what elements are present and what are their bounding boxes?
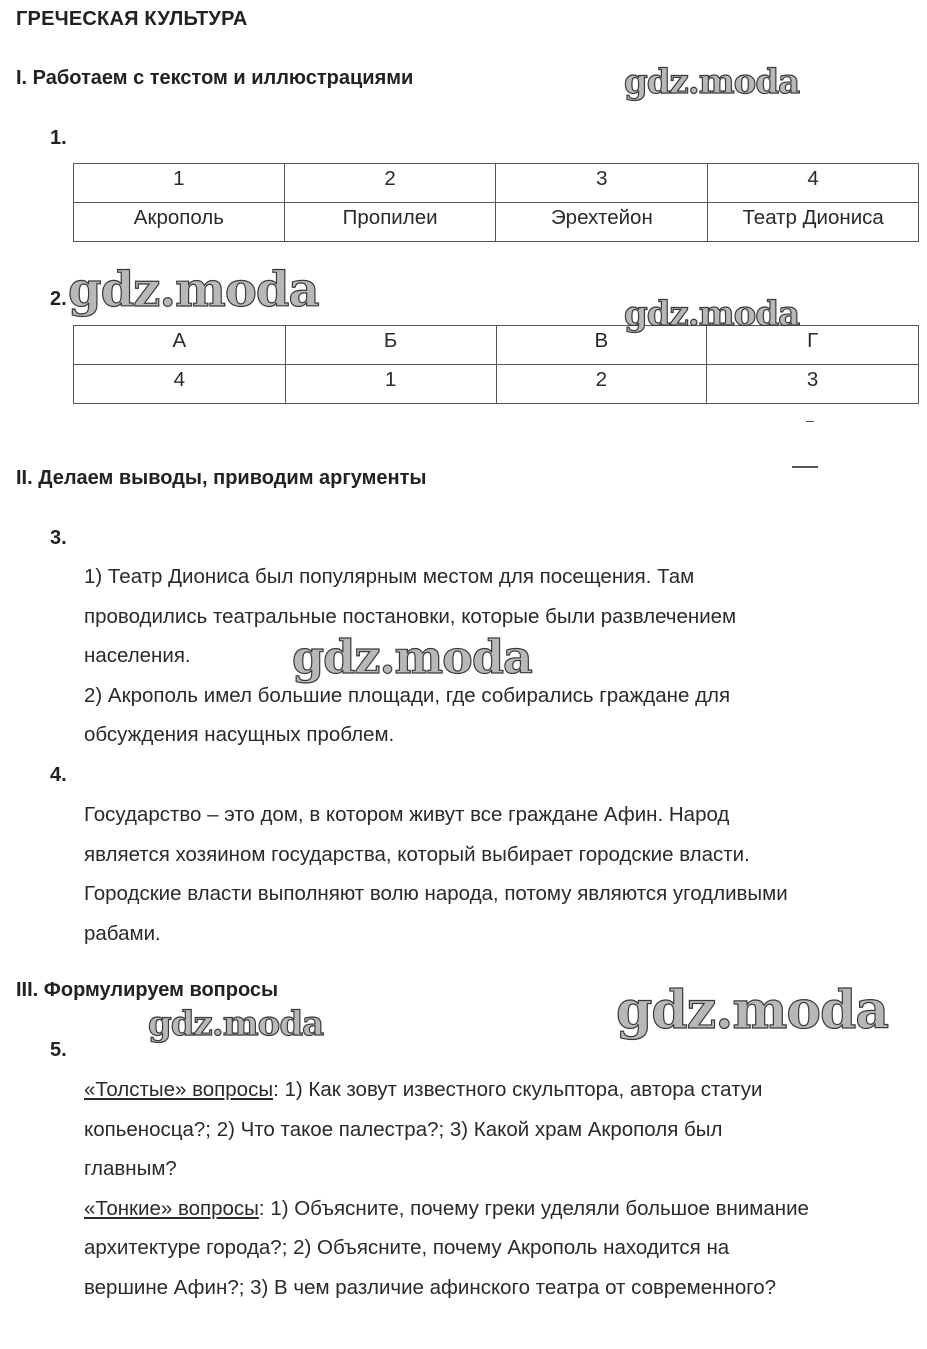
answer-line <box>84 1189 914 1229</box>
answer-line: рабами. <box>84 921 161 945</box>
table-cell: 1 <box>74 164 285 203</box>
table-cell: Г <box>707 326 919 365</box>
watermark-logo: gdz.moda <box>616 980 889 1041</box>
table-cell: 4 <box>708 164 919 203</box>
thin-questions-label: «Тонкие» вопросы <box>84 1196 259 1220</box>
answer-line: является хозяином государства, который выбирает городские власти. <box>84 842 750 866</box>
section-2-heading: II. Делаем выводы, приводим аргументы <box>16 467 427 489</box>
table-cell: А <box>74 326 286 365</box>
answer-line: Городские власти выполняют волю народа, потому являются угодливыми <box>84 882 788 905</box>
task-1-table <box>73 163 919 242</box>
table-cell: Театр Диониса <box>708 203 919 242</box>
table-cell: Пропилеи <box>284 203 496 242</box>
task-4-number: 4. <box>50 764 67 786</box>
answer-line: 2) Акрополь имел большие площади, где собирались граждане для <box>84 683 731 707</box>
answer-line <box>84 1070 914 1110</box>
answer-line: Государство – это дом, в котором живут все граждане Афин. Народ <box>84 803 730 826</box>
answer-line: 1) Театр Диониса был популярным местом для посещения. Там <box>84 565 695 588</box>
section-1-heading: I. Работаем с текстом и иллюстрациями <box>16 67 414 89</box>
task-2-table <box>73 325 919 404</box>
table-cell: 3 <box>496 164 708 203</box>
task-4-answer <box>84 795 914 953</box>
thick-questions-label: «Толстые» вопросы <box>84 1078 274 1101</box>
table-cell: 3 <box>707 365 919 404</box>
table-cell: 1 <box>285 365 496 404</box>
task-5-answer <box>84 1070 914 1307</box>
stray-mark <box>792 466 818 468</box>
table-row <box>74 203 919 242</box>
table-row <box>74 164 919 203</box>
answer-line: населения. <box>84 644 191 667</box>
section-3-heading: III. Формулируем вопросы <box>16 979 279 1001</box>
answer-text: : 1) Объясните, почему греки уделяли большое внимание <box>258 1196 809 1220</box>
table-cell: В <box>496 326 707 365</box>
table-cell: Акрополь <box>74 203 285 242</box>
task-3-number: 3. <box>50 527 67 549</box>
answer-line: проводились театральные постановки, которые были развлечением <box>84 604 737 628</box>
task-2-number: 2. <box>50 288 67 310</box>
answer-line: обсуждения насущных проблем. <box>84 723 395 746</box>
watermark-logo: gdz.moda <box>624 62 800 102</box>
watermark-logo: gdz.moda <box>624 294 800 334</box>
answer-line: вершине Афин?; 3) В чем различие афинского театра от современного? <box>84 1275 777 1299</box>
stray-mark <box>806 421 814 422</box>
page-title: ГРЕЧЕСКАЯ КУЛЬТУРА <box>16 8 248 30</box>
answer-text: : 1) Как зовут известного скульптора, автора статуи <box>273 1078 763 1101</box>
task-1-number: 1. <box>50 127 67 149</box>
watermark-logo: gdz.moda <box>148 1004 324 1044</box>
table-cell: 4 <box>74 365 286 404</box>
answer-line: главным? <box>84 1157 177 1180</box>
table-cell: Эрехтейон <box>496 203 708 242</box>
answer-line: копьеносца?; 2) Что такое палестра?; 3) Какой храм Акрополя был <box>84 1117 723 1141</box>
task-5-number: 5. <box>50 1039 67 1061</box>
watermark-logo: gdz.moda <box>292 630 532 684</box>
watermark-logo: gdz.moda <box>68 262 319 318</box>
answer-line: архитектуре города?; 2) Объясните, почему Акрополь находится на <box>84 1236 730 1259</box>
table-cell: 2 <box>496 365 707 404</box>
table-cell: Б <box>285 326 496 365</box>
table-row <box>74 365 919 404</box>
table-cell: 2 <box>284 164 496 203</box>
